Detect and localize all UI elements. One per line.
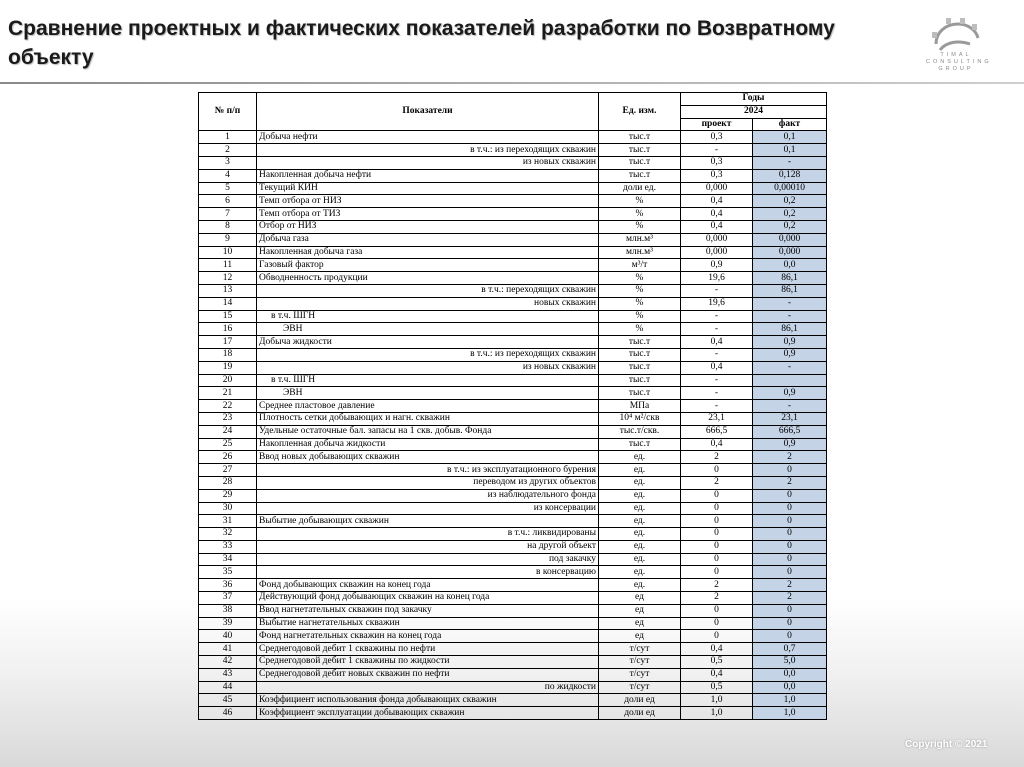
row-fact-value: 0,00010 xyxy=(753,182,827,195)
row-fact-value: 0,9 xyxy=(753,336,827,349)
table-row xyxy=(199,131,827,144)
row-number: 1 xyxy=(199,131,257,144)
row-unit: т/сут xyxy=(599,643,681,656)
table-row xyxy=(199,374,827,387)
table-row xyxy=(199,553,827,566)
row-fact-value: 2 xyxy=(753,451,827,464)
row-indicator: в т.ч.: из переходящих скважин xyxy=(257,348,599,361)
table-row xyxy=(199,297,827,310)
row-number: 34 xyxy=(199,553,257,566)
row-fact-value: 0 xyxy=(753,489,827,502)
row-unit: ед. xyxy=(599,515,681,528)
row-plan-value: 2 xyxy=(681,592,753,605)
row-fact-value: 0 xyxy=(753,464,827,477)
header-indicator: Показатели xyxy=(257,93,599,131)
row-fact-value: 86,1 xyxy=(753,284,827,297)
table-row xyxy=(199,489,827,502)
row-number: 20 xyxy=(199,374,257,387)
table-row xyxy=(199,604,827,617)
row-plan-value: 0,000 xyxy=(681,233,753,246)
row-indicator: в т.ч. ШГН xyxy=(257,374,599,387)
row-plan-value: 19,6 xyxy=(681,272,753,285)
logo-text: TIMAL CONSULTING GROUP xyxy=(926,52,992,72)
table-row xyxy=(199,323,827,336)
row-number: 40 xyxy=(199,630,257,643)
table-row xyxy=(199,707,827,720)
table-row xyxy=(199,156,827,169)
row-fact-value: 0,000 xyxy=(753,246,827,259)
row-fact-value: 0,2 xyxy=(753,195,827,208)
row-unit: % xyxy=(599,272,681,285)
row-unit: тыс.т xyxy=(599,144,681,157)
row-unit: ед. xyxy=(599,464,681,477)
table-row xyxy=(199,592,827,605)
row-unit: тыс.т xyxy=(599,361,681,374)
row-unit: 10⁴ м²/скв xyxy=(599,412,681,425)
row-fact-value: 23,1 xyxy=(753,412,827,425)
row-plan-value: 0 xyxy=(681,515,753,528)
row-plan-value: 0 xyxy=(681,489,753,502)
row-unit: МПа xyxy=(599,400,681,413)
row-number: 11 xyxy=(199,259,257,272)
row-fact-value: 0,9 xyxy=(753,348,827,361)
table-row xyxy=(199,246,827,259)
table-row xyxy=(199,438,827,451)
row-plan-value: 0,4 xyxy=(681,195,753,208)
row-indicator: из консервации xyxy=(257,502,599,515)
row-number: 7 xyxy=(199,208,257,221)
row-unit: % xyxy=(599,297,681,310)
row-plan-value: - xyxy=(681,323,753,336)
row-plan-value: 0 xyxy=(681,502,753,515)
row-number: 13 xyxy=(199,284,257,297)
header-year: 2024 xyxy=(681,105,827,118)
row-indicator: Фонд добывающих скважин на конец года xyxy=(257,579,599,592)
table-row xyxy=(199,182,827,195)
row-indicator: в т.ч.: ликвидированы xyxy=(257,528,599,541)
row-unit: тыс.т xyxy=(599,348,681,361)
row-unit: млн.м³ xyxy=(599,233,681,246)
table-row xyxy=(199,259,827,272)
row-fact-value: 1,0 xyxy=(753,694,827,707)
row-unit: тыс.т/скв. xyxy=(599,425,681,438)
row-number: 37 xyxy=(199,592,257,605)
table-row xyxy=(199,464,827,477)
row-indicator: Накопленная добыча нефти xyxy=(257,169,599,182)
row-plan-value: 0,4 xyxy=(681,438,753,451)
row-unit: м³/т xyxy=(599,259,681,272)
row-unit: % xyxy=(599,323,681,336)
row-unit: тыс.т xyxy=(599,169,681,182)
row-number: 16 xyxy=(199,323,257,336)
row-unit: тыс.т xyxy=(599,156,681,169)
row-fact-value: 0,128 xyxy=(753,169,827,182)
row-plan-value: 0,4 xyxy=(681,220,753,233)
row-plan-value: 19,6 xyxy=(681,297,753,310)
row-plan-value: 0,4 xyxy=(681,643,753,656)
row-fact-value: 2 xyxy=(753,579,827,592)
row-unit: т/сут xyxy=(599,681,681,694)
row-number: 36 xyxy=(199,579,257,592)
row-fact-value: 0,1 xyxy=(753,144,827,157)
table-row xyxy=(199,310,827,323)
row-fact-value: 0,000 xyxy=(753,233,827,246)
row-plan-value: 0,5 xyxy=(681,681,753,694)
row-unit: тыс.т xyxy=(599,438,681,451)
row-unit: млн.м³ xyxy=(599,246,681,259)
row-indicator: Газовый фактор xyxy=(257,259,599,272)
row-unit: доли ед. xyxy=(599,182,681,195)
row-unit: доли ед xyxy=(599,707,681,720)
row-indicator: Действующий фонд добывающих скважин на конец года xyxy=(257,592,599,605)
table-row xyxy=(199,617,827,630)
row-number: 45 xyxy=(199,694,257,707)
row-fact-value: 0 xyxy=(753,630,827,643)
table-row xyxy=(199,336,827,349)
row-indicator: Темп отбора от ТИЗ xyxy=(257,208,599,221)
row-number: 22 xyxy=(199,400,257,413)
row-indicator: из новых скважин xyxy=(257,361,599,374)
row-indicator: Выбытие нагнетательных скважин xyxy=(257,617,599,630)
row-plan-value: - xyxy=(681,284,753,297)
row-unit: ед xyxy=(599,592,681,605)
row-fact-value: - xyxy=(753,310,827,323)
row-fact-value: 5,0 xyxy=(753,656,827,669)
row-plan-value: 0 xyxy=(681,630,753,643)
row-number: 24 xyxy=(199,425,257,438)
row-plan-value: 0,4 xyxy=(681,336,753,349)
row-plan-value: - xyxy=(681,400,753,413)
header-plan: проект xyxy=(681,118,753,131)
row-unit: % xyxy=(599,195,681,208)
row-fact-value: - xyxy=(753,361,827,374)
table-row xyxy=(199,208,827,221)
row-indicator: по жидкости xyxy=(257,681,599,694)
row-plan-value: 0,3 xyxy=(681,131,753,144)
row-fact-value: 0 xyxy=(753,528,827,541)
header-num: № п/п xyxy=(199,93,257,131)
row-plan-value: 666,5 xyxy=(681,425,753,438)
row-indicator: Отбор от НИЗ xyxy=(257,220,599,233)
row-indicator: новых скважин xyxy=(257,297,599,310)
row-indicator: Выбытие добывающих скважин xyxy=(257,515,599,528)
row-number: 6 xyxy=(199,195,257,208)
row-indicator: на другой объект xyxy=(257,540,599,553)
row-indicator: в консервацию xyxy=(257,566,599,579)
row-indicator: в т.ч. ШГН xyxy=(257,310,599,323)
row-indicator: Плотность сетки добывающих и нагн. скважин xyxy=(257,412,599,425)
copyright: Copyright © 2021 xyxy=(905,739,988,750)
row-indicator: Ввод нагнетательных скважин под закачку xyxy=(257,604,599,617)
row-plan-value: 0,5 xyxy=(681,656,753,669)
row-indicator: ЭВН xyxy=(257,323,599,336)
row-number: 17 xyxy=(199,336,257,349)
table-row xyxy=(199,681,827,694)
row-indicator: Накопленная добыча жидкости xyxy=(257,438,599,451)
row-number: 28 xyxy=(199,476,257,489)
table-row xyxy=(199,400,827,413)
row-fact-value: 1,0 xyxy=(753,707,827,720)
table-row xyxy=(199,540,827,553)
row-number: 42 xyxy=(199,656,257,669)
row-number: 31 xyxy=(199,515,257,528)
row-unit: тыс.т xyxy=(599,387,681,400)
table-row xyxy=(199,220,827,233)
row-indicator: Среднегодовой дебит 1 скважины по нефти xyxy=(257,643,599,656)
row-indicator: Темп отбора от НИЗ xyxy=(257,195,599,208)
row-unit: ед. xyxy=(599,489,681,502)
row-indicator: Текущий КИН xyxy=(257,182,599,195)
table-row xyxy=(199,195,827,208)
table-row xyxy=(199,169,827,182)
row-number: 14 xyxy=(199,297,257,310)
row-fact-value: 86,1 xyxy=(753,323,827,336)
row-number: 21 xyxy=(199,387,257,400)
header-unit: Ед. изм. xyxy=(599,93,681,131)
row-unit: тыс.т xyxy=(599,131,681,144)
row-number: 15 xyxy=(199,310,257,323)
row-unit: ед. xyxy=(599,502,681,515)
row-number: 3 xyxy=(199,156,257,169)
row-unit: % xyxy=(599,310,681,323)
table-row xyxy=(199,284,827,297)
row-plan-value: 1,0 xyxy=(681,694,753,707)
row-indicator: в т.ч.: переходящих скважин xyxy=(257,284,599,297)
row-number: 23 xyxy=(199,412,257,425)
row-plan-value: 0 xyxy=(681,528,753,541)
table-row xyxy=(199,233,827,246)
row-unit: т/сут xyxy=(599,656,681,669)
row-indicator: Обводненность продукции xyxy=(257,272,599,285)
table-row xyxy=(199,656,827,669)
row-unit: ед. xyxy=(599,566,681,579)
table-row xyxy=(199,579,827,592)
table-row xyxy=(199,668,827,681)
row-unit: ед. xyxy=(599,540,681,553)
row-indicator: под закачку xyxy=(257,553,599,566)
row-plan-value: 0 xyxy=(681,617,753,630)
row-number: 9 xyxy=(199,233,257,246)
row-indicator: Коэффициент использования фонда добывающих скважин xyxy=(257,694,599,707)
row-unit: ед. xyxy=(599,528,681,541)
row-fact-value: 0,1 xyxy=(753,131,827,144)
row-plan-value: 0,3 xyxy=(681,169,753,182)
row-plan-value: - xyxy=(681,310,753,323)
table-row xyxy=(199,144,827,157)
table-row xyxy=(199,451,827,464)
row-indicator: Среднегодовой дебит новых скважин по нефти xyxy=(257,668,599,681)
row-plan-value: 0 xyxy=(681,553,753,566)
row-fact-value: 0 xyxy=(753,617,827,630)
row-plan-value: 0 xyxy=(681,566,753,579)
row-fact-value: 86,1 xyxy=(753,272,827,285)
row-number: 25 xyxy=(199,438,257,451)
row-unit: ед. xyxy=(599,553,681,566)
indicators-table xyxy=(198,92,827,720)
row-fact-value: 0,7 xyxy=(753,643,827,656)
row-indicator: переводом из других объектов xyxy=(257,476,599,489)
row-number: 19 xyxy=(199,361,257,374)
header-years: Годы xyxy=(681,93,827,106)
row-fact-value: 666,5 xyxy=(753,425,827,438)
row-plan-value: - xyxy=(681,374,753,387)
row-indicator: из наблюдательного фонда xyxy=(257,489,599,502)
row-indicator: в т.ч.: из переходящих скважин xyxy=(257,144,599,157)
table-row xyxy=(199,643,827,656)
row-plan-value: 0,000 xyxy=(681,246,753,259)
row-number: 44 xyxy=(199,681,257,694)
row-fact-value: 0,2 xyxy=(753,220,827,233)
row-indicator: Фонд нагнетательных скважин на конец года xyxy=(257,630,599,643)
row-fact-value xyxy=(753,374,827,387)
row-indicator: Коэффициент эксплуатации добывающих скважин xyxy=(257,707,599,720)
page-title: Сравнение проектных и фактических показателей разработки по Возвратному объекту xyxy=(8,17,835,69)
table-row xyxy=(199,566,827,579)
row-fact-value: 0 xyxy=(753,566,827,579)
table-row xyxy=(199,515,827,528)
row-number: 41 xyxy=(199,643,257,656)
row-unit: % xyxy=(599,208,681,221)
row-indicator: Добыча жидкости xyxy=(257,336,599,349)
table-row xyxy=(199,412,827,425)
row-plan-value: 0 xyxy=(681,604,753,617)
row-plan-value: - xyxy=(681,348,753,361)
row-fact-value: 2 xyxy=(753,592,827,605)
table-row xyxy=(199,476,827,489)
row-indicator: в т.ч.: из эксплуатационного бурения xyxy=(257,464,599,477)
row-unit: тыс.т xyxy=(599,374,681,387)
row-plan-value: 1,0 xyxy=(681,707,753,720)
row-number: 46 xyxy=(199,707,257,720)
row-indicator: Добыча газа xyxy=(257,233,599,246)
row-fact-value: 2 xyxy=(753,476,827,489)
table-row xyxy=(199,272,827,285)
row-unit: ед. xyxy=(599,579,681,592)
title-divider xyxy=(0,82,1024,84)
row-number: 39 xyxy=(199,617,257,630)
row-indicator: из новых скважин xyxy=(257,156,599,169)
row-indicator: Накопленная добыча газа xyxy=(257,246,599,259)
row-fact-value: 0 xyxy=(753,502,827,515)
row-plan-value: 2 xyxy=(681,451,753,464)
row-plan-value: 0,9 xyxy=(681,259,753,272)
table-row xyxy=(199,425,827,438)
row-plan-value: 0,3 xyxy=(681,156,753,169)
row-number: 5 xyxy=(199,182,257,195)
row-plan-value: - xyxy=(681,144,753,157)
row-unit: ед xyxy=(599,617,681,630)
row-fact-value: 0,2 xyxy=(753,208,827,221)
table-row xyxy=(199,348,827,361)
row-number: 12 xyxy=(199,272,257,285)
row-indicator: Среднегодовой дебит 1 скважины по жидкости xyxy=(257,656,599,669)
row-unit: % xyxy=(599,220,681,233)
row-indicator: Среднее пластовое давление xyxy=(257,400,599,413)
row-number: 30 xyxy=(199,502,257,515)
row-unit: ед. xyxy=(599,476,681,489)
row-number: 32 xyxy=(199,528,257,541)
row-indicator: Добыча нефти xyxy=(257,131,599,144)
row-fact-value: - xyxy=(753,297,827,310)
row-fact-value: - xyxy=(753,400,827,413)
table-body xyxy=(199,131,827,720)
row-number: 27 xyxy=(199,464,257,477)
row-number: 35 xyxy=(199,566,257,579)
row-plan-value: 2 xyxy=(681,579,753,592)
row-plan-value: 0 xyxy=(681,540,753,553)
row-number: 38 xyxy=(199,604,257,617)
row-unit: ед xyxy=(599,604,681,617)
row-unit: тыс.т xyxy=(599,336,681,349)
row-number: 10 xyxy=(199,246,257,259)
table-row xyxy=(199,361,827,374)
row-plan-value: 0,4 xyxy=(681,668,753,681)
table-row xyxy=(199,630,827,643)
row-indicator: Удельные остаточные бал. запасы на 1 скв. добыв. Фонда xyxy=(257,425,599,438)
table-row xyxy=(199,387,827,400)
table-row xyxy=(199,528,827,541)
row-number: 33 xyxy=(199,540,257,553)
row-plan-value: 0 xyxy=(681,464,753,477)
row-number: 43 xyxy=(199,668,257,681)
row-fact-value: 0,0 xyxy=(753,668,827,681)
row-plan-value: 0,000 xyxy=(681,182,753,195)
row-number: 4 xyxy=(199,169,257,182)
row-number: 26 xyxy=(199,451,257,464)
row-fact-value: 0 xyxy=(753,515,827,528)
row-unit: ед xyxy=(599,630,681,643)
row-fact-value: 0 xyxy=(753,604,827,617)
row-plan-value: 2 xyxy=(681,476,753,489)
row-unit: ед. xyxy=(599,451,681,464)
row-fact-value: 0 xyxy=(753,540,827,553)
row-plan-value: 23,1 xyxy=(681,412,753,425)
table-row xyxy=(199,502,827,515)
row-fact-value: 0 xyxy=(753,553,827,566)
row-indicator: Ввод новых добывающих скважин xyxy=(257,451,599,464)
row-unit: доли ед xyxy=(599,694,681,707)
row-unit: % xyxy=(599,284,681,297)
row-fact-value: 0,0 xyxy=(753,681,827,694)
row-fact-value: 0,9 xyxy=(753,438,827,451)
row-fact-value: - xyxy=(753,156,827,169)
row-fact-value: 0,9 xyxy=(753,387,827,400)
table-row xyxy=(199,694,827,707)
row-number: 8 xyxy=(199,220,257,233)
row-plan-value: 0,4 xyxy=(681,361,753,374)
row-indicator: ЭВН xyxy=(257,387,599,400)
row-plan-value: 0,4 xyxy=(681,208,753,221)
row-plan-value: - xyxy=(681,387,753,400)
header-fact: факт xyxy=(753,118,827,131)
row-unit: т/сут xyxy=(599,668,681,681)
row-fact-value: 0,0 xyxy=(753,259,827,272)
row-number: 18 xyxy=(199,348,257,361)
row-number: 29 xyxy=(199,489,257,502)
row-number: 2 xyxy=(199,144,257,157)
